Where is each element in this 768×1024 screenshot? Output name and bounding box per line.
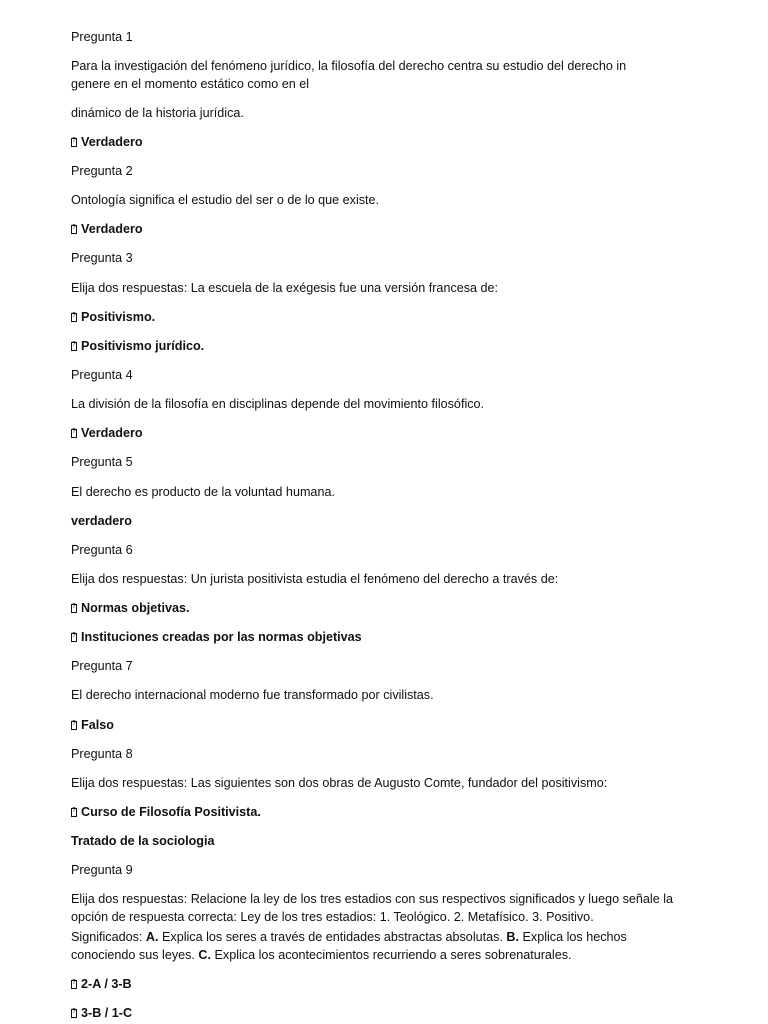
question-7-answer xyxy=(71,716,114,734)
question-7-answer-text: Falso xyxy=(81,718,114,732)
question-5-text: El derecho es producto de la voluntad humana. xyxy=(71,485,335,499)
question-1-text-line-2: genere en el momento estático como en el xyxy=(71,77,310,91)
question-9-text-line-1: Elija dos respuestas: Relacione la ley de los tres estadios con sus respectivos significados y luego señale la xyxy=(71,892,674,906)
question-1-answer-text: Verdadero xyxy=(81,135,143,149)
checkbox-glyph-icon xyxy=(71,313,77,322)
checkbox-glyph-icon xyxy=(71,138,77,147)
question-6-answer-2-text: Instituciones creadas por las normas objetivas xyxy=(81,630,362,644)
q9-option-b-marker: B. xyxy=(506,930,520,944)
question-9-answer-2 xyxy=(71,1004,132,1022)
question-4-answer-text: Verdadero xyxy=(81,426,143,440)
checkbox-glyph-icon xyxy=(71,342,77,351)
checkbox-glyph-icon xyxy=(71,980,77,989)
question-3-answer-1-text: Positivismo. xyxy=(81,310,156,324)
checkbox-glyph-icon xyxy=(71,1009,77,1018)
question-6-label: Pregunta 6 xyxy=(71,543,133,557)
question-2-label: Pregunta 2 xyxy=(71,164,133,178)
question-6-text: Elija dos respuestas: Un jurista positivista estudia el fenómeno del derecho a través de: xyxy=(71,572,559,586)
question-8-answer-1 xyxy=(71,803,261,821)
checkbox-glyph-icon xyxy=(71,808,77,817)
question-9-text-line-2: opción de respuesta correcta: Ley de los tres estadios: 1. Teológico. 2. Metafísico. 3. Positivo. xyxy=(71,910,594,924)
question-7-text: El derecho internacional moderno fue transformado por civilistas. xyxy=(71,688,434,702)
question-1-text-line-3: dinámico de la historia jurídica. xyxy=(71,106,244,120)
question-7-label: Pregunta 7 xyxy=(71,659,133,673)
question-4-label: Pregunta 4 xyxy=(71,368,133,382)
question-1-text-line-1: Para la investigación del fenómeno jurídico, la filosofía del derecho centra su estudio del derecho in xyxy=(71,59,627,73)
q9-line3-pre: Significados: xyxy=(71,930,146,944)
question-3-answer-1 xyxy=(71,308,155,326)
q9-line4-post: Explica los acontecimientos recurriendo a seres sobrenaturales. xyxy=(211,948,572,962)
checkbox-glyph-icon xyxy=(71,633,77,642)
q9-line3-post: Explica los hechos xyxy=(519,930,627,944)
question-3-answer-2-text: Positivismo jurídico. xyxy=(81,339,205,353)
question-3-text: Elija dos respuestas: La escuela de la exégesis fue una versión francesa de: xyxy=(71,281,499,295)
question-6-answer-2 xyxy=(71,628,362,646)
checkbox-glyph-icon xyxy=(71,429,77,438)
question-2-answer xyxy=(71,220,143,238)
question-4-answer xyxy=(71,424,143,442)
question-2-text: Ontología significa el estudio del ser o de lo que existe. xyxy=(71,193,380,207)
question-9-answer-1-text: 2-A / 3-B xyxy=(81,977,132,991)
question-5-label: Pregunta 5 xyxy=(71,455,133,469)
question-9-answer-1 xyxy=(71,975,132,993)
question-9-answer-2-text: 3-B / 1-C xyxy=(81,1006,133,1020)
q9-option-a-marker: A. xyxy=(145,930,159,944)
question-8-label: Pregunta 8 xyxy=(71,747,133,761)
q9-line4-pre: conociendo sus leyes. xyxy=(71,948,199,962)
question-8-answer-2: Tratado de la sociologia xyxy=(71,834,215,848)
question-8-answer-1-text: Curso de Filosofía Positivista. xyxy=(81,805,261,819)
question-9-text-line-4 xyxy=(71,946,572,964)
question-5-answer: verdadero xyxy=(71,514,132,528)
question-3-answer-2 xyxy=(71,337,204,355)
question-3-label: Pregunta 3 xyxy=(71,251,133,265)
q9-line3-mid: Explica los seres a través de entidades abstractas absolutas. xyxy=(158,930,507,944)
question-8-text: Elija dos respuestas: Las siguientes son dos obras de Augusto Comte, fundador del positivismo: xyxy=(71,776,608,790)
question-2-answer-text: Verdadero xyxy=(81,222,143,236)
question-1-label: Pregunta 1 xyxy=(71,30,133,44)
question-4-text: La división de la filosofía en disciplinas depende del movimiento filosófico. xyxy=(71,397,485,411)
question-6-answer-1-text: Normas objetivas. xyxy=(81,601,190,615)
question-9-label: Pregunta 9 xyxy=(71,863,133,877)
checkbox-glyph-icon xyxy=(71,604,77,613)
question-1-answer xyxy=(71,133,143,151)
checkbox-glyph-icon xyxy=(71,721,77,730)
checkbox-glyph-icon xyxy=(71,225,77,234)
question-9-text-line-3 xyxy=(71,928,627,946)
q9-option-c-marker: C. xyxy=(198,948,212,962)
question-6-answer-1 xyxy=(71,599,190,617)
